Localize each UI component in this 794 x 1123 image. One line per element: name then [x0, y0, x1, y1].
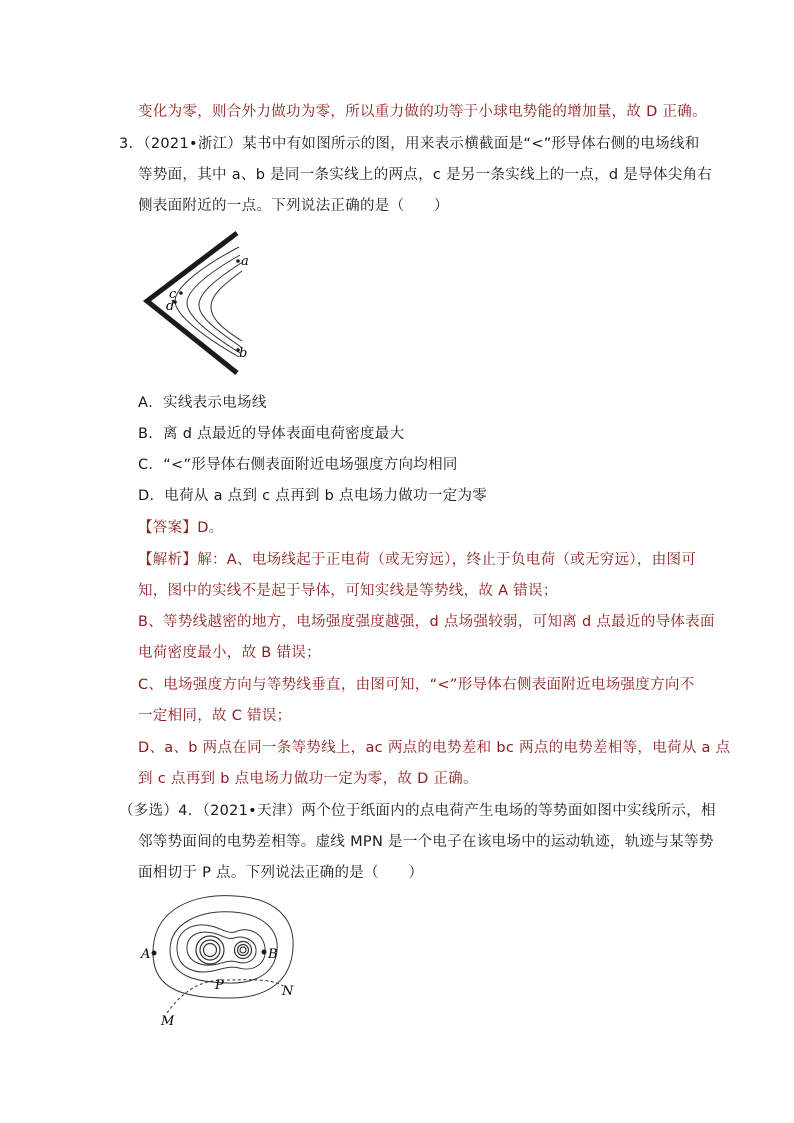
- q3-option-d: D．电荷从 a 点到 c 点再到 b 点电场力做功一定为零: [138, 488, 488, 504]
- q3-conductor-figure: [135, 225, 255, 380]
- q3-analysis-line2: 知，图中的实线不是起于导体，可知实线是等势线，故 A 错误；: [138, 583, 558, 599]
- point-A: [152, 951, 157, 956]
- q3-analysis-line1: [138, 550, 696, 570]
- label-P: P: [215, 978, 224, 993]
- conductor-shape: [147, 233, 237, 373]
- q3-stem-line3: 侧表面附近的一点。下列说法正确的是（ ）: [138, 198, 449, 214]
- q3-stem-line2: 等势面，其中 a、b 是同一条实线上的两点，c 是另一条实线上的一点，d 是导体尖角右: [138, 167, 713, 183]
- q4-stem-line2: 邻等势面间的电势差相等。虚线 MPN 是一个电子在该电场中的运动轨迹，轨迹与某等势: [138, 834, 714, 850]
- q3-analysis-line3: B、等势线越密的地方，电场强度强度越强，d 点场强较弱，可知离 d 点最近的导体表面: [138, 614, 715, 630]
- q3-analysis-line8: 到 c 点再到 b 点电场力做功一定为零，故 D 正确。: [138, 771, 478, 787]
- point-c: [179, 291, 183, 295]
- label-M: M: [161, 1014, 175, 1029]
- q3-analysis-line6: 一定相同，故 C 错误；: [138, 708, 292, 724]
- label-c: c: [169, 287, 177, 302]
- equipotential-3: [199, 263, 241, 347]
- label-b: b: [239, 346, 248, 361]
- q3-option-b: B．离 d 点最近的导体表面电荷密度最大: [138, 426, 405, 442]
- right-charge-ring-3: [240, 947, 246, 953]
- label-A: A: [141, 947, 151, 962]
- label-N: N: [282, 984, 294, 999]
- q3-answer: [138, 518, 223, 538]
- analysis-text: 解：A、电场线起于正电荷（或无穷远），终止于负电荷（或无穷远），由图可: [197, 552, 697, 568]
- trajectory-mpn: [167, 980, 283, 1013]
- right-charge-ring-2: [238, 945, 249, 956]
- analysis-tag: 【解析】: [138, 552, 198, 568]
- point-B: [262, 950, 267, 955]
- q4-stem-line3: 面相切于 P 点。下列说法正确的是（ ）: [138, 865, 424, 881]
- q3-analysis-line4: 电荷密度最小，故 B 错误；: [138, 645, 321, 661]
- q3-option-c: C．“<”形导体右侧表面附近电场强度方向均相同: [138, 457, 458, 473]
- q3-option-a: A．实线表示电场线: [138, 395, 267, 411]
- answer-value: D。: [197, 520, 224, 536]
- q3-stem-line1: 3．（2021•浙江）某书中有如图所示的图，用来表示横截面是“<”形导体右侧的电场线和: [119, 136, 700, 152]
- label-B: B: [268, 947, 278, 962]
- answer-tag: 【答案】: [138, 520, 198, 536]
- equipotential-1: [175, 247, 239, 357]
- previous-answer-continuation: 变化为零，则合外力做功为零，所以重力做的功等于小球电势能的增加量，故 D 正确。: [138, 104, 707, 120]
- label-d: d: [166, 299, 175, 314]
- point-a: [236, 259, 240, 263]
- left-charge-ring-3: [204, 944, 217, 957]
- q4-equipotential-figure: [135, 888, 310, 1030]
- q3-analysis-line5: C、电场强度方向与等势线垂直，由图可知，“<”形导体右侧表面附近电场强度方向不: [138, 677, 695, 693]
- label-a: a: [241, 254, 249, 269]
- q3-analysis-line7: D、a、b 两点在同一条等势线上，ac 两点的电势差和 bc 两点的电势差相等，电荷从 a 点: [138, 740, 731, 756]
- q4-stem-line1: （多选）4．（2021•天津）两个位于纸面内的点电荷产生电场的等势面如图中实线所示，相: [119, 803, 716, 819]
